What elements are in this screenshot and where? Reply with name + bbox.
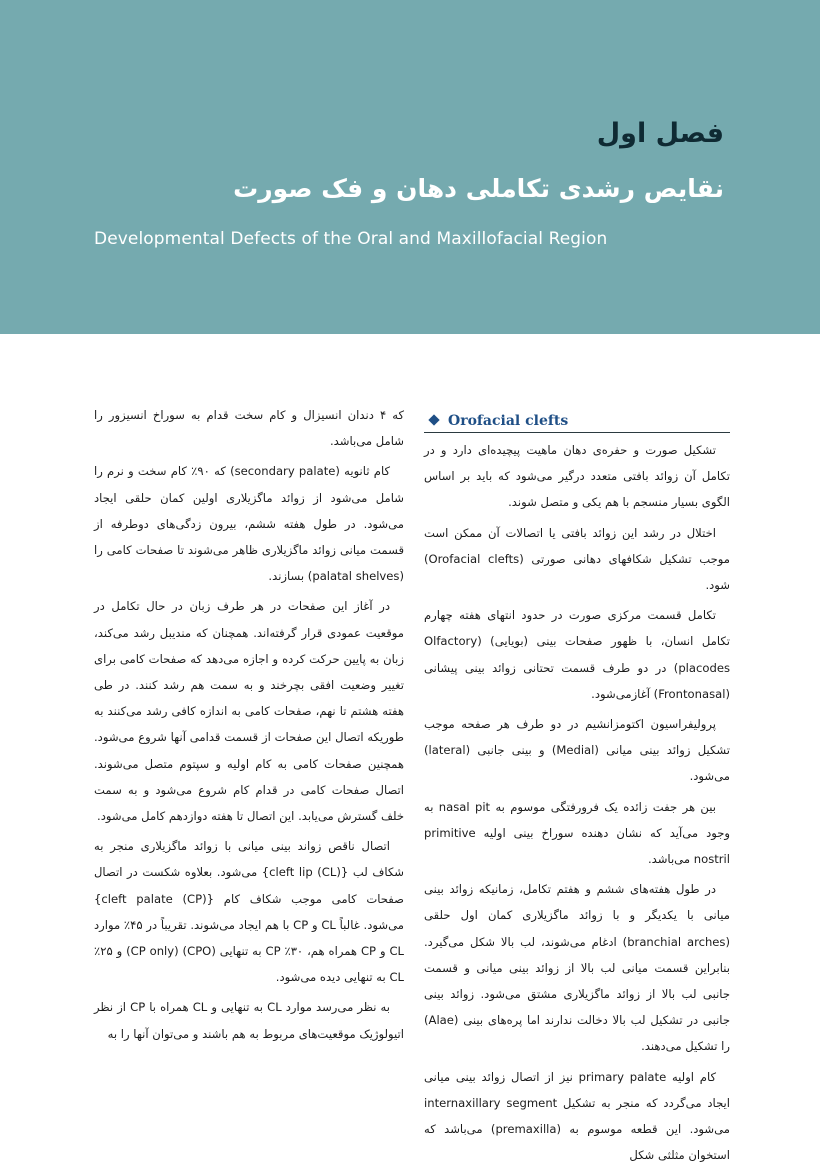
paragraph: به نظر می‌رسد موارد CL به تنهایی و CL همراه با CP از نظر اتیولوژیک موقعیت‌های مربوط به هم باشند و می‌توان آنها را به bbox=[94, 1000, 404, 1041]
paragraph: در طول هفته‌های ششم و هفتم تکامل، زمانیکه زوائد بینی میانی با یکدیگر و با زوائد ماگزیلاری کمان اول حلقی (branchial arches) ادغام می‌شوند، لب بالا شکل می‌گیرد. بنابراین قسمت میانی لب بالا از زوائد بینی میانی و قسمت جانبی لب بالا از زوائد ماگزیلاری مشتق می‌شود. زوائد بینی جانبی در تشکیل لب بالا دخالت ندارند اما پره‌های بینی (Alae) را تشکیل می‌دهند. bbox=[424, 882, 731, 1054]
section-heading-text: Orofacial clefts bbox=[448, 413, 569, 429]
paragraph: کام اولیه primary palate نیز از اتصال زوائد بینی میانی ایجاد می‌گردد که منجر به تشکیل internaxillary segment می‌شود. این قطعه موسوم به (premaxilla) می‌باشد که استخوان مثلثی شکل bbox=[424, 1069, 731, 1163]
paragraph: تشکیل صورت و حفره‌ی دهان ماهیت پیچیده‌ای دارد و در تکامل آن زوائد بافتی متعدد درگیر می‌شود که باید بر اساس الگوی بسیار منسجم با هم یکی و متصل شوند. bbox=[424, 443, 730, 510]
paragraph: اتصال ناقص زواند بینی میانی با زوائد ماگزیلاری منجر به شکاف لب {cleft lip (CL)} می‌شود. بعلاوه شکست در اتصال صفحات کامی موجب شکاف کام {cleft palate (CP)} می‌شود. غالباً CL و CP با هم ایجاد می‌شوند. تقریباً در ۴۵٪ موارد CL و CP همراه هم، ۳۰٪ CP به تنهایی (CPO) (CP only) و ۲۵٪ CL به تنهایی دیده می‌شود. bbox=[94, 839, 405, 985]
paragraph: که ۴ دندان انسیزال و کام سخت قدام به سوراخ انسیزور را شامل می‌باشد. bbox=[94, 408, 404, 449]
chapter-title: نقایص رشدی تکاملی دهان و فک صورت bbox=[233, 174, 724, 203]
chapter-banner bbox=[0, 0, 820, 334]
paragraph: پرولیفراسیون اکتومزانشیم در دو طرف هر صفحه موجب تشکیل زوائد بینی میانی (Medial) و بینی جانبی (lateral) می‌شود. bbox=[424, 717, 730, 784]
paragraph: کام ثانویه (secondary palate) که ۹۰٪ کام سخت و نرم را شامل می‌شود از زوائد ماگزیلاری اولین کمان حلقی ایجاد می‌شود. در طول هفته ششم، بیرون زدگی‌های دوطرفه از قسمت میانی زوائد ماگزیلاری ظاهر می‌شوند تا صفحات کامی را (palatal shelves) بسازند. bbox=[94, 464, 404, 584]
left-column bbox=[94, 402, 404, 1051]
paragraph: اختلال در رشد این زوائد بافتی یا اتصالات آن ممکن است موجب تشکیل شکافهای دهانی صورتی (Orofacial clefts) شود. bbox=[424, 525, 730, 593]
paragraph: تکامل قسمت مرکزی صورت در حدود انتهای هفته چهارم تکامل انسان، با ظهور صفحات بینی (بویایی) (Olfactory placodes) در دو طرف قسمت تحتانی زوائد بینی پیشانی (Frontonasal) آغازمی‌شود. bbox=[424, 608, 730, 701]
chapter-title-english: Developmental Defects of the Oral and Maxillofacial Region bbox=[94, 229, 608, 249]
paragraph: بین هر جفت زائده یک فرورفتگی موسوم به nasal pit به وجود می‌آید که نشان دهنده سوراخ بینی اولیه primitive nostril می‌باشد. bbox=[424, 799, 730, 867]
section-heading bbox=[424, 408, 730, 433]
diamond-bullet-icon bbox=[428, 414, 439, 425]
right-column bbox=[424, 408, 730, 1172]
paragraph: در آغاز این صفحات در هر طرف زبان در حال تکامل در موقعیت عمودی قرار گرفته‌اند. همچنان که مندیبل رشد می‌کند، زبان به پایین حرکت کرده و اجازه می‌دهد که صفحات کامی برای تغییر وضعیت افقی بچرخند و به سمت هم رشد کنند. در طی هفته هشتم تا نهم، صفحات کامی به اندازه کافی رشد می‌کنند به طوریکه اتصال این صفحات از قسمت قدامی آنها شروع می‌شود. همچنین صفحات کامی به کام اولیه و سپتوم متصل می‌شوند. اتصال صفحات کامی در قدام کام شروع می‌شود و به سمت خلف گسترش می‌یابد. این اتصال تا هفته دوازدهم کامل می‌شود. bbox=[94, 599, 404, 824]
chapter-label: فصل اول bbox=[596, 118, 724, 149]
